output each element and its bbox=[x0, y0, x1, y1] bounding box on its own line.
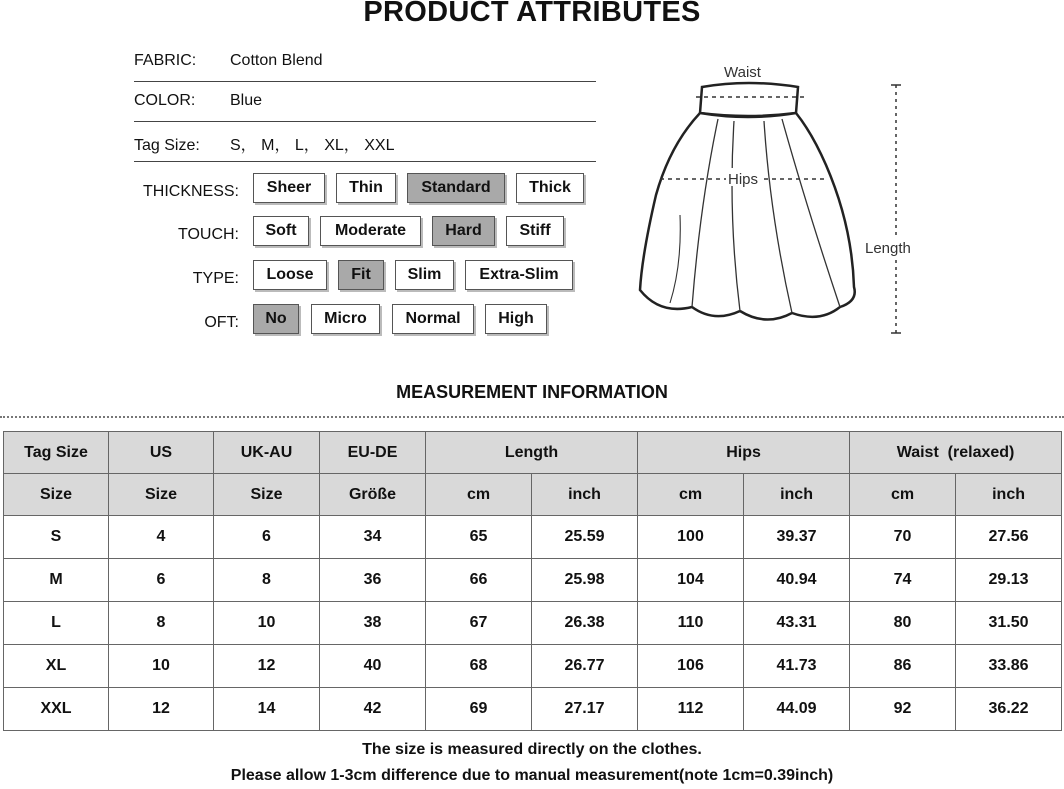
table-header-cell: EU-DE bbox=[320, 432, 426, 474]
table-cell: 43.31 bbox=[744, 602, 850, 645]
table-cell: 27.17 bbox=[532, 688, 638, 731]
table-cell: 42 bbox=[320, 688, 426, 731]
hips-label: Hips bbox=[728, 171, 759, 188]
attr-fabric bbox=[134, 52, 596, 70]
table-cell: 8 bbox=[109, 602, 214, 645]
oft-option-micro: Micro bbox=[311, 304, 380, 334]
table-cell: 39.37 bbox=[744, 516, 850, 559]
table-cell: 26.38 bbox=[532, 602, 638, 645]
type-option-loose: Loose bbox=[253, 260, 327, 290]
table-row bbox=[4, 602, 1062, 645]
oft-option-high: High bbox=[485, 304, 547, 334]
table-cell: 12 bbox=[109, 688, 214, 731]
thickness-option-standard: Standard bbox=[407, 173, 505, 203]
table-header-cell: Tag Size bbox=[4, 432, 109, 474]
page-title: PRODUCT ATTRIBUTES bbox=[363, 0, 701, 28]
oft-label: OFT: bbox=[204, 314, 239, 331]
measurement-title: MEASUREMENT INFORMATION bbox=[396, 382, 668, 402]
thickness-option-sheer: Sheer bbox=[253, 173, 325, 203]
attr-color-label: COLOR: bbox=[134, 92, 196, 109]
touch-option-stiff: Stiff bbox=[506, 216, 564, 246]
table-cell: 6 bbox=[214, 516, 320, 559]
table-cell: 74 bbox=[850, 559, 956, 602]
table-cell: 6 bbox=[109, 559, 214, 602]
table-cell: 26.77 bbox=[532, 645, 638, 688]
table-subheader-cell: Size bbox=[214, 474, 320, 516]
divider bbox=[134, 161, 596, 162]
table-cell: 100 bbox=[638, 516, 744, 559]
table-subheader-cell: cm bbox=[426, 474, 532, 516]
attr-tag-size bbox=[134, 132, 596, 155]
table-cell: 36 bbox=[320, 559, 426, 602]
table-subheader-cell: Size bbox=[4, 474, 109, 516]
table-cell: 34 bbox=[320, 516, 426, 559]
table-cell: 31.50 bbox=[956, 602, 1062, 645]
table-subheader-cell: cm bbox=[638, 474, 744, 516]
table-row bbox=[4, 645, 1062, 688]
table-cell: 86 bbox=[850, 645, 956, 688]
table-cell: 80 bbox=[850, 602, 956, 645]
table-header-cell: Length bbox=[426, 432, 638, 474]
type-option-fit: Fit bbox=[338, 260, 384, 290]
dotted-divider bbox=[0, 416, 1064, 418]
thickness-option-thin: Thin bbox=[336, 173, 396, 203]
touch-option-hard: Hard bbox=[432, 216, 495, 246]
table-cell: L bbox=[4, 602, 109, 645]
table-subheader-cell: cm bbox=[850, 474, 956, 516]
table-cell: 14 bbox=[214, 688, 320, 731]
table-subheader-cell: inch bbox=[744, 474, 850, 516]
table-cell: 41.73 bbox=[744, 645, 850, 688]
table-cell: 70 bbox=[850, 516, 956, 559]
table-cell: 66 bbox=[426, 559, 532, 602]
skirt-body bbox=[640, 113, 855, 320]
table-cell: 68 bbox=[426, 645, 532, 688]
table-subheader-row bbox=[4, 474, 1062, 516]
table-cell: S bbox=[4, 516, 109, 559]
waist-label: Waist bbox=[724, 64, 761, 81]
table-cell: M bbox=[4, 559, 109, 602]
table-cell: 25.98 bbox=[532, 559, 638, 602]
table-cell: 36.22 bbox=[956, 688, 1062, 731]
thickness-label: THICKNESS: bbox=[142, 183, 239, 200]
table-subheader-cell: Größe bbox=[320, 474, 426, 516]
table-cell: 38 bbox=[320, 602, 426, 645]
skirt-icon bbox=[630, 55, 930, 345]
type-option-extra-slim: Extra-Slim bbox=[465, 260, 573, 290]
measurement-table bbox=[3, 431, 1062, 731]
table-row bbox=[4, 559, 1062, 602]
divider bbox=[134, 81, 596, 82]
table-header-cell: Waist (relaxed) bbox=[850, 432, 1062, 474]
table-subheader-cell: inch bbox=[956, 474, 1062, 516]
touch-option-moderate: Moderate bbox=[320, 216, 421, 246]
oft-option-normal: Normal bbox=[392, 304, 474, 334]
table-cell: 10 bbox=[214, 602, 320, 645]
table-cell: 10 bbox=[109, 645, 214, 688]
table-cell: 8 bbox=[214, 559, 320, 602]
table-cell: XL bbox=[4, 645, 109, 688]
touch-label: TOUCH: bbox=[177, 226, 239, 243]
table-cell: 25.59 bbox=[532, 516, 638, 559]
table-cell: 27.56 bbox=[956, 516, 1062, 559]
table-header-row bbox=[4, 432, 1062, 474]
length-label: Length bbox=[865, 240, 911, 257]
table-header-cell: Hips bbox=[638, 432, 850, 474]
table-cell: 106 bbox=[638, 645, 744, 688]
table-cell: 40 bbox=[320, 645, 426, 688]
divider bbox=[134, 121, 596, 122]
table-cell: 65 bbox=[426, 516, 532, 559]
type-option-slim: Slim bbox=[395, 260, 454, 290]
skirt-waistband bbox=[700, 83, 798, 116]
table-cell: 104 bbox=[638, 559, 744, 602]
table-header-cell: UK-AU bbox=[214, 432, 320, 474]
thickness-option-thick: Thick bbox=[516, 173, 584, 203]
table-cell: 29.13 bbox=[956, 559, 1062, 602]
table-cell: 92 bbox=[850, 688, 956, 731]
table-cell: 4 bbox=[109, 516, 214, 559]
table-cell: 33.86 bbox=[956, 645, 1062, 688]
skirt-diagram bbox=[630, 55, 930, 345]
table-cell: 110 bbox=[638, 602, 744, 645]
table-cell: 44.09 bbox=[744, 688, 850, 731]
note-measured: The size is measured directly on the clothes. bbox=[362, 741, 702, 758]
table-cell: 67 bbox=[426, 602, 532, 645]
attr-tag-size-value: S， M， L， XL， XXL bbox=[230, 137, 395, 154]
table-cell: XXL bbox=[4, 688, 109, 731]
attr-color-value: Blue bbox=[230, 92, 263, 109]
attr-fabric-label: FABRIC: bbox=[134, 52, 197, 69]
table-header-cell: US bbox=[109, 432, 214, 474]
table-subheader-cell: inch bbox=[532, 474, 638, 516]
attr-tag-size-label: Tag Size: bbox=[134, 137, 200, 154]
attr-color bbox=[134, 92, 596, 110]
note-difference: Please allow 1-3cm difference due to manual measurement(note 1cm=0.39inch) bbox=[230, 767, 834, 784]
table-subheader-cell: Size bbox=[109, 474, 214, 516]
oft-option-no: No bbox=[253, 304, 299, 334]
table-cell: 12 bbox=[214, 645, 320, 688]
table-row bbox=[4, 516, 1062, 559]
table-cell: 69 bbox=[426, 688, 532, 731]
attr-fabric-value: Cotton Blend bbox=[230, 52, 323, 69]
touch-option-soft: Soft bbox=[253, 216, 309, 246]
table-cell: 40.94 bbox=[744, 559, 850, 602]
table-cell: 112 bbox=[638, 688, 744, 731]
table-row bbox=[4, 688, 1062, 731]
type-label: TYPE: bbox=[192, 270, 239, 287]
